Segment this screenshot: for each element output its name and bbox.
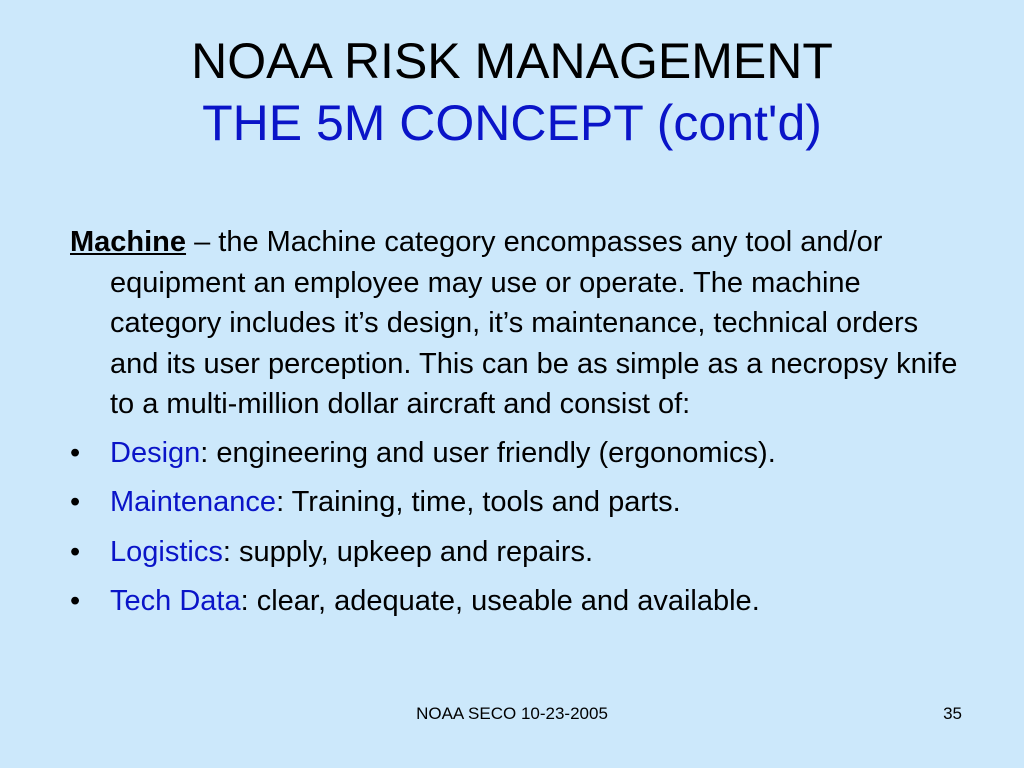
- bullet-icon: •: [70, 535, 81, 568]
- bullet-text: : Training, time, tools and parts.: [276, 486, 681, 518]
- bullet-label: Design: [110, 436, 201, 469]
- bullet-text: : engineering and user friendly (ergonomics).: [200, 436, 776, 469]
- intro-text: – the Machine category encompasses any tool and/or equipment an employee may use or operate. The machine category includes it’s design, it’s maintenance, technical orders and its user perception. This can be as simple as a necropsy knife to a multi-million dollar aircraft and consist of:: [110, 226, 958, 420]
- bullet-item-maintenance: [70, 482, 970, 523]
- footer-center-text: NOAA SECO 10-23-2005: [416, 704, 608, 723]
- bullet-list: [70, 433, 970, 622]
- bullet-text: : clear, adequate, useable and available.: [240, 585, 760, 617]
- page-number: 35: [943, 704, 962, 723]
- bullet-icon: •: [70, 436, 81, 469]
- bullet-item-design: [70, 433, 970, 474]
- title-line-2: THE 5M CONCEPT (cont'd): [202, 95, 822, 151]
- bullet-label: Logistics: [110, 535, 223, 568]
- bullet-item-tech-data: [70, 581, 970, 622]
- intro-term: Machine: [70, 226, 187, 258]
- bullet-text: : supply, upkeep and repairs.: [222, 535, 594, 568]
- title-line-1: NOAA RISK MANAGEMENT: [191, 33, 833, 89]
- bullet-icon: •: [70, 486, 81, 518]
- bullet-label: Maintenance: [110, 486, 277, 518]
- intro-paragraph: [70, 222, 970, 425]
- bullet-item-logistics: [70, 532, 970, 573]
- bullet-icon: •: [70, 585, 81, 617]
- slide-body: [70, 222, 970, 631]
- slide-title: [0, 30, 1024, 154]
- bullet-label: Tech Data: [110, 585, 241, 617]
